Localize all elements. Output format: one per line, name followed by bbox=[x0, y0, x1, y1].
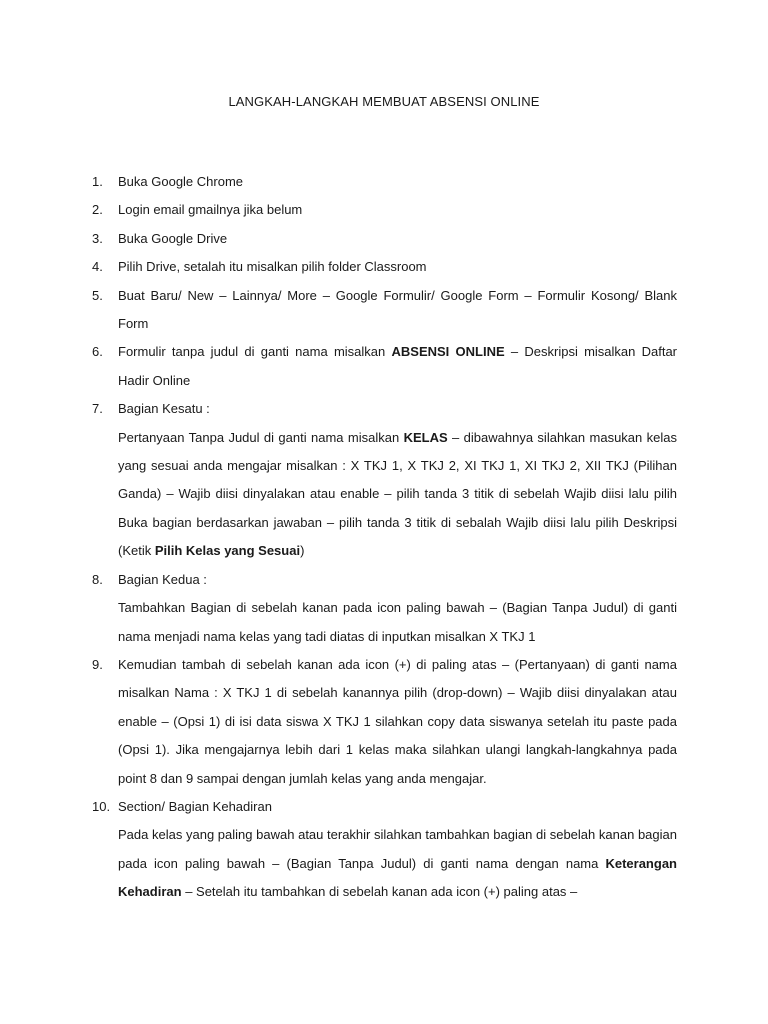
steps-list bbox=[92, 168, 677, 907]
step-text-part: ) bbox=[300, 543, 305, 559]
step-text: Pilih Drive, setalah itu misalkan pilih folder Classroom bbox=[118, 259, 427, 275]
step-number: 10. bbox=[92, 798, 111, 814]
step-8 bbox=[92, 566, 677, 651]
document-title: LANGKAH-LANGKAH MEMBUAT ABSENSI ONLINE bbox=[228, 94, 540, 109]
step-heading: Section/ Bagian Kehadiran bbox=[118, 798, 272, 814]
step-number: 7. bbox=[92, 401, 103, 417]
step-number: 2. bbox=[92, 202, 103, 218]
step-paragraph: Tambahkan Bagian di sebelah kanan pada icon paling bawah – (Bagian Tanpa Judul) di ganti nama menjadi nama kelas yang tadi diatas di inputkan misalkan X TKJ 1 bbox=[118, 600, 677, 644]
step-paragraph bbox=[118, 821, 677, 906]
step-text-part: Pertanyaan Tanpa Judul di ganti nama misalkan bbox=[118, 429, 404, 445]
step-text: Buka Google Chrome bbox=[118, 174, 244, 189]
step-9 bbox=[92, 651, 677, 793]
step-number: 3. bbox=[92, 230, 103, 246]
step-heading: Bagian Kedua : bbox=[118, 571, 207, 587]
step-text-part: – dibawahnya silahkan masukan kelas yang sesuai anda mengajar misalkan : X TKJ 1, X TKJ 2, XI TKJ 1, XI TKJ 2, XII TKJ (Pilihan Ganda) – Wajib diisi dinyalakan atau enable – pilih tanda 3 titik di sebelah Wajib diisi lalu pilih Buka bagian berdasarkan jawaban – pilih tanda 3 titik di sebalah Wajib diisi lalu pilih Deskripsi (Ketik bbox=[118, 429, 677, 559]
step-5 bbox=[92, 282, 677, 339]
step-6 bbox=[92, 338, 677, 395]
step-text-part: – Setelah itu tambahkan di sebelah kanan ada icon (+) paling atas – bbox=[181, 884, 578, 900]
step-text: Kemudian tambah di sebelah kanan ada icon (+) di paling atas – (Pertanyaan) di ganti nama misalkan Nama : X TKJ 1 di sebelah kanannya pilih (drop-down) – Wajib diisi dinyalakan atau enable – (Opsi 1) di isi data siswa X TKJ 1 silahkan copy data siswanya setelah itu paste pada (Opsi 1). Jika mengajarnya lebih dari 1 kelas maka silahkan ulangi langkah-langkahnya pada point 8 dan 9 sampai dengan jumlah kelas yang anda mengajar. bbox=[118, 656, 677, 786]
step-10 bbox=[92, 793, 677, 907]
step-3 bbox=[92, 225, 677, 253]
step-4 bbox=[92, 253, 677, 281]
step-number: 1. bbox=[92, 174, 103, 189]
step-text: Buat Baru/ New – Lainnya/ More – Google Formulir/ Google Form – Formulir Kosong/ Blank Form bbox=[118, 287, 677, 332]
step-number: 6. bbox=[92, 344, 103, 360]
step-number: 4. bbox=[92, 259, 103, 275]
step-text-part: Pada kelas yang paling bawah atau terakhir silahkan tambahkan bagian di sebelah kanan bagian pada icon paling bawah – (Bagian Tanpa Judul) di ganti nama dengan nama bbox=[118, 827, 677, 871]
step-7 bbox=[92, 395, 677, 565]
step-text: Login email gmailnya jika belum bbox=[118, 202, 303, 218]
step-2 bbox=[92, 196, 677, 224]
step-text-pre: Formulir tanpa judul di ganti nama misalkan bbox=[118, 344, 392, 360]
step-number: 5. bbox=[92, 287, 103, 303]
step-number: 9. bbox=[92, 656, 103, 672]
step-text-bold: ABSENSI ONLINE bbox=[391, 344, 505, 360]
step-text: Buka Google Drive bbox=[118, 230, 228, 246]
step-text-post: – Deskripsi misalkan Daftar Hadir Online bbox=[118, 344, 678, 388]
step-1 bbox=[92, 168, 677, 196]
step-text-bold: KELAS bbox=[403, 429, 448, 445]
step-text-bold: Pilih Kelas yang Sesuai bbox=[154, 543, 301, 559]
step-number: 8. bbox=[92, 571, 103, 587]
step-text-bold: Keterangan Kehadiran bbox=[118, 855, 677, 900]
step-paragraph bbox=[118, 424, 677, 566]
step-heading: Bagian Kesatu : bbox=[118, 401, 210, 417]
